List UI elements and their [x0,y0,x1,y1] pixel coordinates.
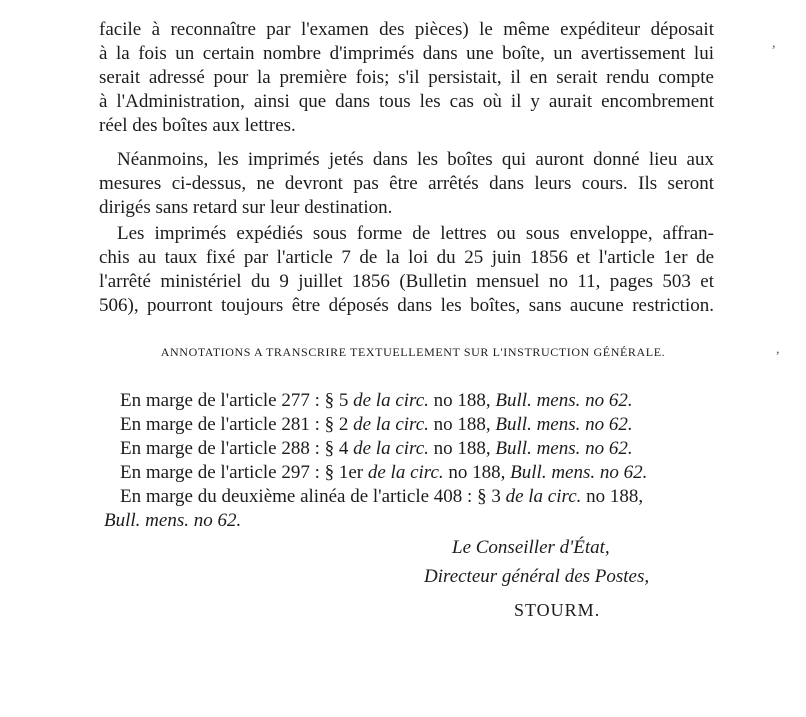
paragraph-line: facile à reconnaître par l'examen des pièces) le même expéditeur déposait [99,19,714,40]
paragraph-line: à l'Administration, ainsi que dans tous les cas où il y aurait encombrement [99,91,714,112]
annotation-line: En marge de l'article 297 : § 1er de la circ. no 188, Bull. mens. no 62. [120,462,648,483]
annotation-line: Bull. mens. no 62. [104,510,242,531]
annotations-heading: ANNOTATIONS A TRANSCRIRE TEXTUELLEMENT SUR L'INSTRUCTION GÉNÉRALE. [160,345,666,359]
margin-mark: , [772,36,776,51]
paragraph-line: dirigés sans retard sur leur destination. [99,197,393,218]
signature-title: Le Conseiller d'État, [452,537,610,558]
annotation-line: En marge de l'article 288 : § 4 de la circ. no 188, Bull. mens. no 62. [120,438,633,459]
paragraph-line: l'arrêté ministériel du 9 juillet 1856 (Bulletin mensuel no 11, pages 503 et [99,271,714,292]
annotation-line: En marge du deuxième alinéa de l'article 408 : § 3 de la circ. no 188, [120,486,644,507]
paragraph-line: serait adressé pour la première fois; s'il persistait, il en serait rendu compte [99,67,714,88]
signature-role: Directeur général des Postes, [424,566,650,587]
signature-name: STOURM. [514,600,601,620]
margin-mark: , [776,342,780,357]
annotation-line: En marge de l'article 277 : § 5 de la circ. no 188, Bull. mens. no 62. [120,390,633,411]
paragraph-line: à la fois un certain nombre d'imprimés dans une boîte, un avertissement lui [99,43,714,64]
annotation-line: En marge de l'article 281 : § 2 de la circ. no 188, Bull. mens. no 62. [120,414,633,435]
paragraph-line: réel des boîtes aux lettres. [99,115,296,136]
paragraph-line: mesures ci-dessus, ne devront pas être arrêtés dans leurs cours. Ils seront [99,173,714,194]
paragraph-line: chis au taux fixé par l'article 7 de la loi du 25 juin 1856 et l'article 1er de [99,247,714,268]
paragraph-line: 506), pourront toujours être déposés dans les boîtes, sans aucune restriction. [99,295,714,316]
paragraph-line: Les imprimés expédiés sous forme de lettres ou sous enveloppe, affran- [117,223,714,244]
paragraph-line: Néanmoins, les imprimés jetés dans les boîtes qui auront donné lieu aux [117,149,714,170]
